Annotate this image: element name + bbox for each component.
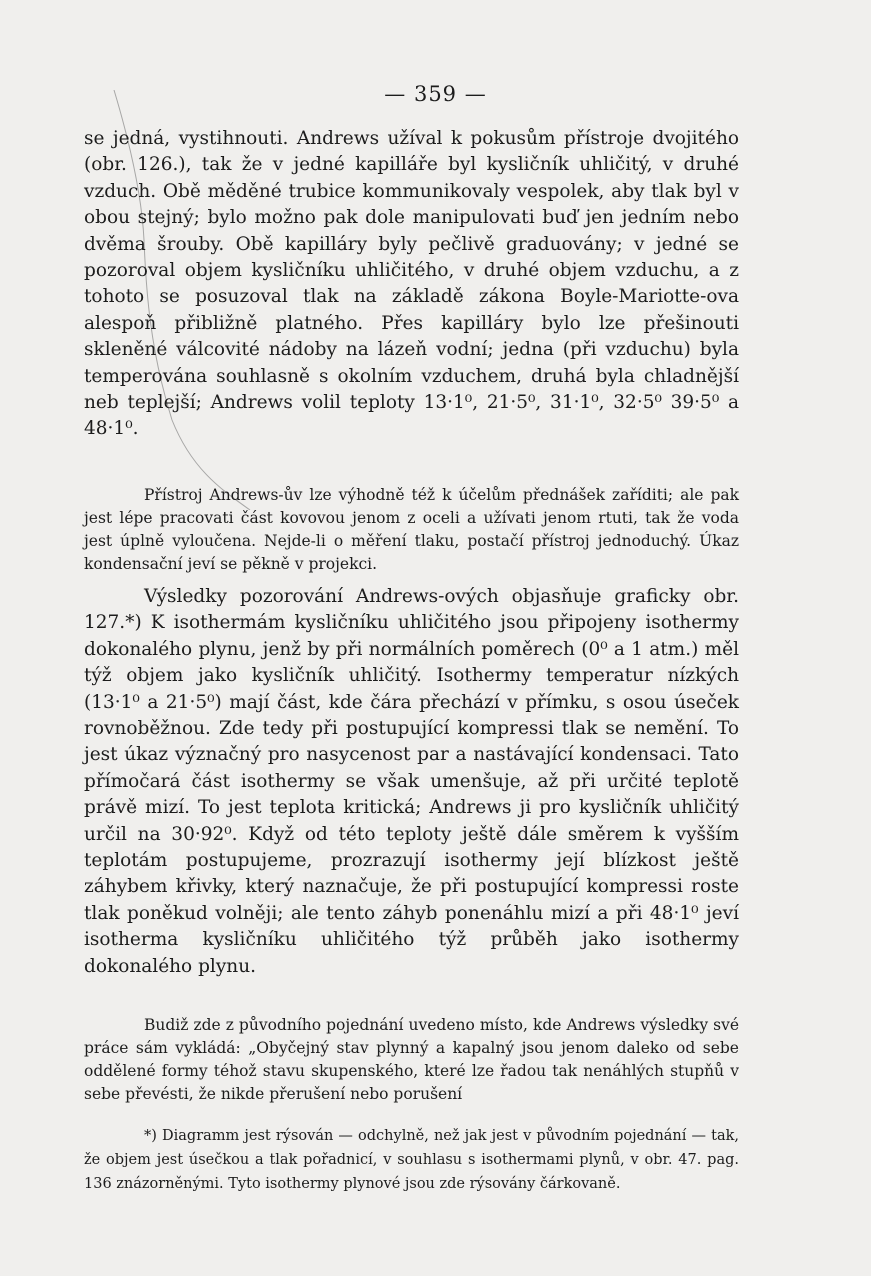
paragraph-original-quote — [84, 1014, 739, 1106]
paragraph-results — [84, 584, 739, 980]
page-number: — 359 — — [384, 82, 487, 106]
paragraph-text: Přístroj Andrews-ův lze výhodně též k účelům přednášek zaříditi; ale pak jest lépe pracovati část kovovou jenom z oceli a užívati jenom rtuti, tak že voda jest úplně vyloučena. Nejde-li o měření tlaku, postačí přístroj jednoduchý. Úkaz kondensační jeví se pěkně v projekci. — [84, 486, 739, 573]
footnote — [84, 1124, 739, 1196]
paragraph-lecture-note — [84, 484, 739, 576]
paragraph-andrews-apparatus — [84, 126, 739, 443]
paragraph-text: Budiž zde z původního pojednání uvedeno místo, kde Andrews výsledky své práce sám vykládá: „Obyčejný stav plynný a kapalný jsou jenom daleko od sebe oddělené formy téhož stavu skupenského, které lze řadou tak nenáhlých stupňů v sebe převésti, že nikde přerušení nebo porušení — [84, 1016, 739, 1103]
paragraph-text: se jedná, vystihnouti. Andrews užíval k pokusům přístroje dvojitého (obr. 126.), tak že v jedné kapilláře byl kysličník uhličitý, v druhé vzduch. Obě měděné trubice kommunikovaly vespolek, aby tlak byl v obou stejný; bylo možno pak dole manipulovati buď jen jedním nebo dvěma šrouby. Obě kapilláry byly pečlivě graduovány; v jedné se pozoroval objem kysličníku uhličitého, v druhé objem vzduchu, a z tohoto se posuzoval tlak na základě zákona Boyle-Mariotte-ova alespoň přibližně platného. Přes kapilláry bylo lze přešinouti skleněné válcovité nádoby na lázeň vodní; jedna (při vzduchu) byla temperována souhlasně s okolním vzduchem, druhá byla chladnější neb teplejší; Andrews volil teploty 13·1⁰, 21·5⁰, 31·1⁰, 32·5⁰ 39·5⁰ a 48·1⁰. — [84, 128, 739, 440]
footnote-text: *) Diagramm jest rýsován — odchylně, než jak jest v původním pojednání — tak, že objem jest úsečkou a tlak pořadnicí, v souhlasu s isothermami plynů, v obr. 47. pag. 136 znázorněnými. Tyto isothermy plynové jsou zde rýsovány čárkovaně. — [84, 1128, 739, 1192]
paragraph-text: Výsledky pozorování Andrews-ových objasňuje graficky obr. 127.*) K isothermám kysličníku uhličitého jsou připojeny isothermy dokonalého plynu, jenž by při normálních poměrech (0⁰ a 1 atm.) měl týž objem jako kysličník uhličitý. Isothermy temperatur nízkých (13·1⁰ a 21·5⁰) mají část, kde čára přechází v přímku, s osou úseček rovnoběžnou. Zde tedy při postupující kompressi tlak se nemění. To jest úkaz význačný pro nasycenost par a nastávající kondensaci. Tato přímočará část isothermy se však umenšuje, až při určité teplotě právě mizí. To jest teplota kritická; Andrews ji pro kysličník uhličitý určil na 30·92⁰. Když od této teploty ještě dále směrem k vyšším teplotám postupujeme, prozrazují isothermy její blízkost ještě záhybem křivky, který naznačuje, že při postupující kompressi roste tlak poněkud volněji; ale tento záhyb ponenáhlu mizí a při 48·1⁰ jeví isotherma kysličníku uhličitého týž průběh jako isothermy dokonalého plynu. — [84, 586, 739, 977]
